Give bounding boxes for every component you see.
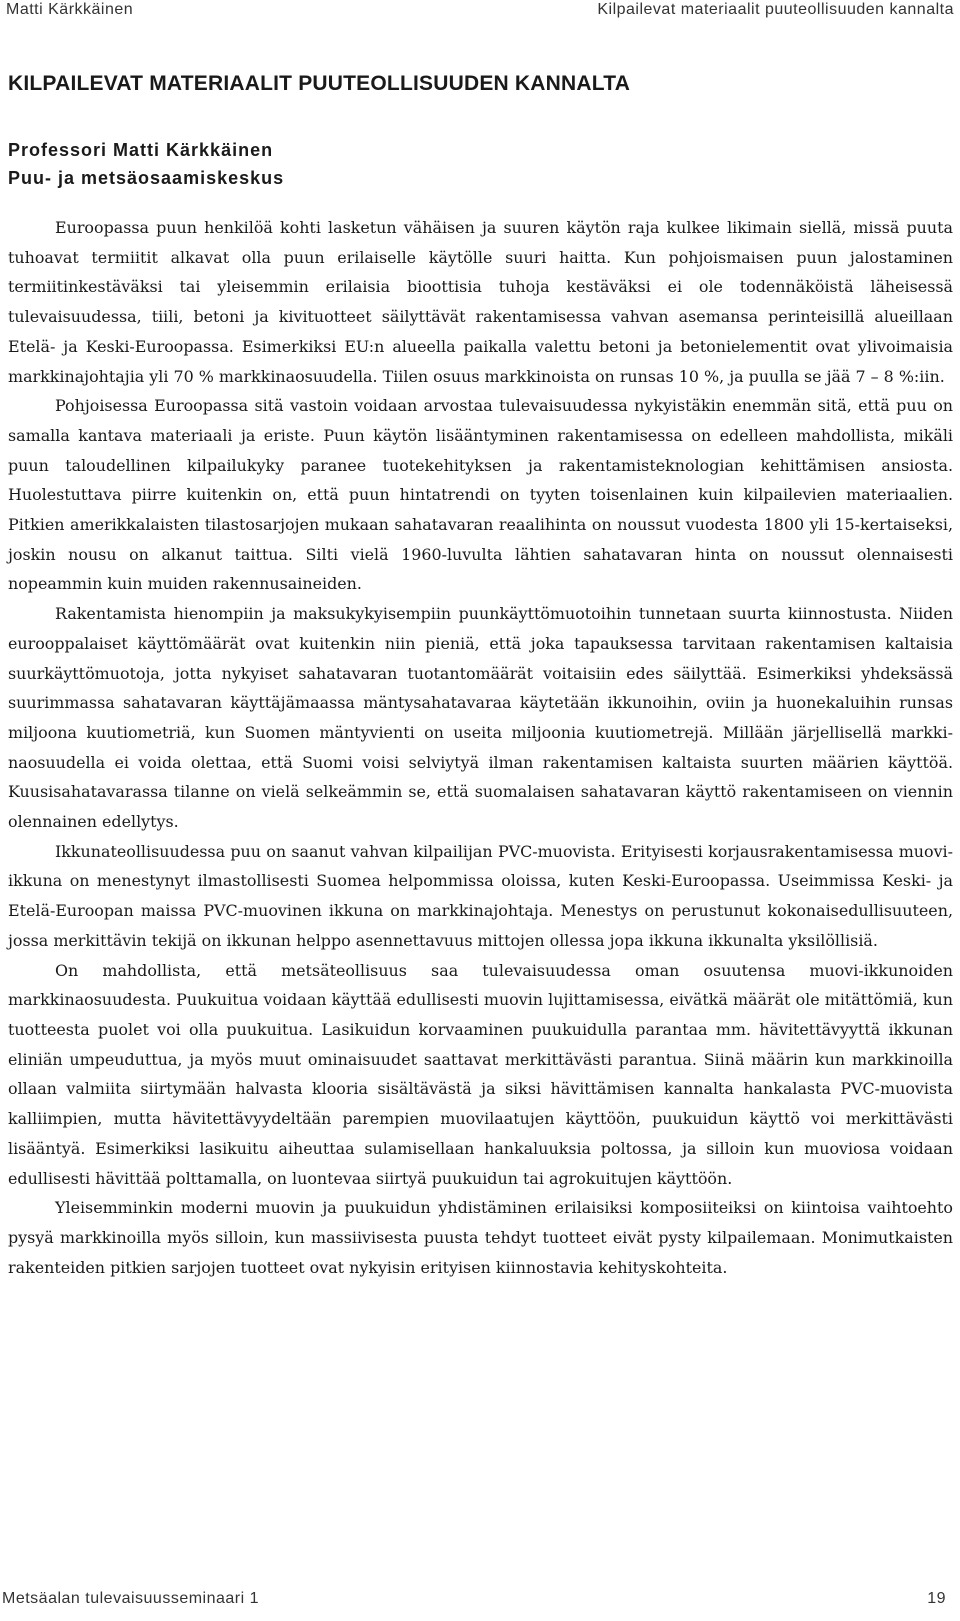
author-block — [8, 136, 284, 192]
header-author: Matti Kärkkäinen — [6, 1, 134, 18]
header-article-title: Kilpailevat materiaalit puuteollisuuden kannalta — [597, 1, 954, 18]
article-body — [8, 213, 953, 1282]
running-header — [6, 0, 954, 23]
footer-publication: Metsäalan tulevaisuusseminaari 1 — [2, 1590, 260, 1607]
paragraph-1: Euroopassa puun henkilöä kohti lasketun vähäisen ja suuren käytön raja kulkee likimain siellä, missä puuta tuhoavat termiitit alkavat olla puun erilaiselle käytölle suuri haitta. Kun pohjoismaisen puun jalostaminen termiitinkestäväksi tai yleisemmin erilaisia bioottisia tuhoja kestäväksi ei ole todennäköistä läheisessä tulevaisuudessa, tiili, betoni ja kivituotteet säilyttävät rakentamisessa vahvan asemansa perinteisillä alueillaan Etelä- ja Keski-Euroopassa. Esimerkiksi EU:n alueella paikalla valettu betoni ja betonielementit ovat ylivoimaisia markkinajohtajia yli 70 % markkinaosuudella. Tiilen osuus markkinoista on runsas 10 %, ja puulla se jää 7 – 8 %:iin. — [8, 218, 953, 386]
paragraph-6: Yleisemminkin moderni muovin ja puukuidun yhdistäminen erilaisiksi komposiiteiksi on kiintoisa vaihtoehto pysyä markkinoilla myös silloin, kun massiivisesta puusta tehdyt tuotteet eivät pysty kilpailemaan. Monimutkaisten rakenteiden pitkien sarjojen tuotteet ovat nykyisin erityisen kiinnostavia kehityskohteita. — [8, 1198, 953, 1277]
author-name: Professori Matti Kärkkäinen — [8, 140, 274, 160]
paragraph-5: On mahdollista, että metsäteollisuus saa tulevaisuudessa oman osuutensa muovi-ikkunoiden markkinaosuudesta. Puukuitua voidaan käyttää edullisesti muovin lujittamisessa, eivätkä määrät ole mitättömiä, kun tuotteesta puolet voi olla puukuitua. Lasikuidun korvaaminen puukuidulla parantaa mm. hävitettävyyttä ikkunan eliniän umpeuduttua, ja myös muut ominaisuudet saattavat merkittävästi parantua. Siinä määrin kun markkinoilla ollaan valmiita siirtymään halvasta klooria sisältävästä ja siksi hävittämisen kannalta hankalasta PVC-muovista kalliimpien, mutta hävitettävyydeltään parempien muovilaatujen käyttöön, puukuidun käyttö voi merkittävästi lisääntyä. Esimerkiksi lasikuitu aiheuttaa sulamisellaan hankaluuksia poltossa, ja silloin kun muoviosa voidaan edullisesti hävittää polttamalla, on luontevaa siirtyä puukuidun tai agrokuitujen käyttöön. — [8, 960, 953, 1188]
paragraph-2: Pohjoisessa Euroopassa sitä vastoin voidaan arvostaa tulevaisuudessa nykyistäkin enemmän sitä, että puu on samalla kantava materiaali ja eriste. Puun käytön lisääntyminen rakentamisessa on edelleen mahdollista, mikäli puun taloudellinen kilpailukyky paranee tuotekehityksen ja rakentamisteknologian kehittämisen ansiosta. Huolestuttava piirre kuitenkin on, että puun hintatrendi on tyyten toisenlainen kuin kilpailevien materiaalien. Pitkien amerikkalaisten tilastosarjojen mukaan sahatavaran reaalihinta on noussut vuodesta 1800 yli 15-kertaiseksi, joskin nousu on alkanut taittua. Silti vielä 1960-luvulta lähtien sahatavaran hinta on noussut olennaisesti nopeammin kuin muiden rakennusaineiden. — [8, 396, 953, 594]
paragraph-4: Ikkunateollisuudessa puu on saanut vahvan kilpailijan PVC-muovista. Erityisesti korjausrakentamisessa muovi-ikkuna on menestynyt ilmastollisesti Suomea helpommissa oloissa, kuten Keski-Euroopassa. Useimmissa Keski- ja Etelä-Euroopan maissa PVC-muovinen ikkuna on markkinajohtaja. Menestys on perustunut kokonaisedullisuuteen, jossa merkittävin tekijä on ikkunan helppo asennettavuus mittojen ollessa jopa ikkuna ikkunalta yksilöllisiä. — [8, 841, 953, 950]
paragraph-3: Rakentamista hienompiin ja maksukykyisempiin puunkäyttömuotoihin tunnetaan suurta kiinnostusta. Niiden eurooppalaiset käyttömäärät ovat kuitenkin niin pieniä, että joka tapauksessa tarvitaan rakentamisen kaltaisia suurkäyttömuotoja, jotta nykyiset sahatavaran tuotantomäärät voitaisiin edes säilyttää. Esimerkiksi yhdeksässä suurimmassa sahatavaran käyttäjämaassa mäntysahatavaraa käytetään ikkunoihin, oviin ja huonekaluihin runsas miljoona kuutiometriä, kun Suomen mäntyvienti on useita miljoonia kuutiometrejä. Millään järjellisellä markkinaosuudella ei voida olettaa, että Suomi voisi selviytyä ilman rakentamisen kaltaista suurten määrien käyttöä. Kuusisahatavarassa tilanne on vielä selkeämmin se, että suomalaisen sahatavaran käyttö rakentamiseen on viennin olennainen edellytys. — [8, 604, 953, 832]
page-number: 19 — [927, 1590, 946, 1607]
article-title: KILPAILEVAT MATERIAALIT PUUTEOLLISUUDEN KANNALTA — [8, 72, 631, 95]
page-footer — [2, 1590, 946, 1614]
author-affiliation: Puu- ja metsäosaamiskeskus — [8, 168, 285, 188]
